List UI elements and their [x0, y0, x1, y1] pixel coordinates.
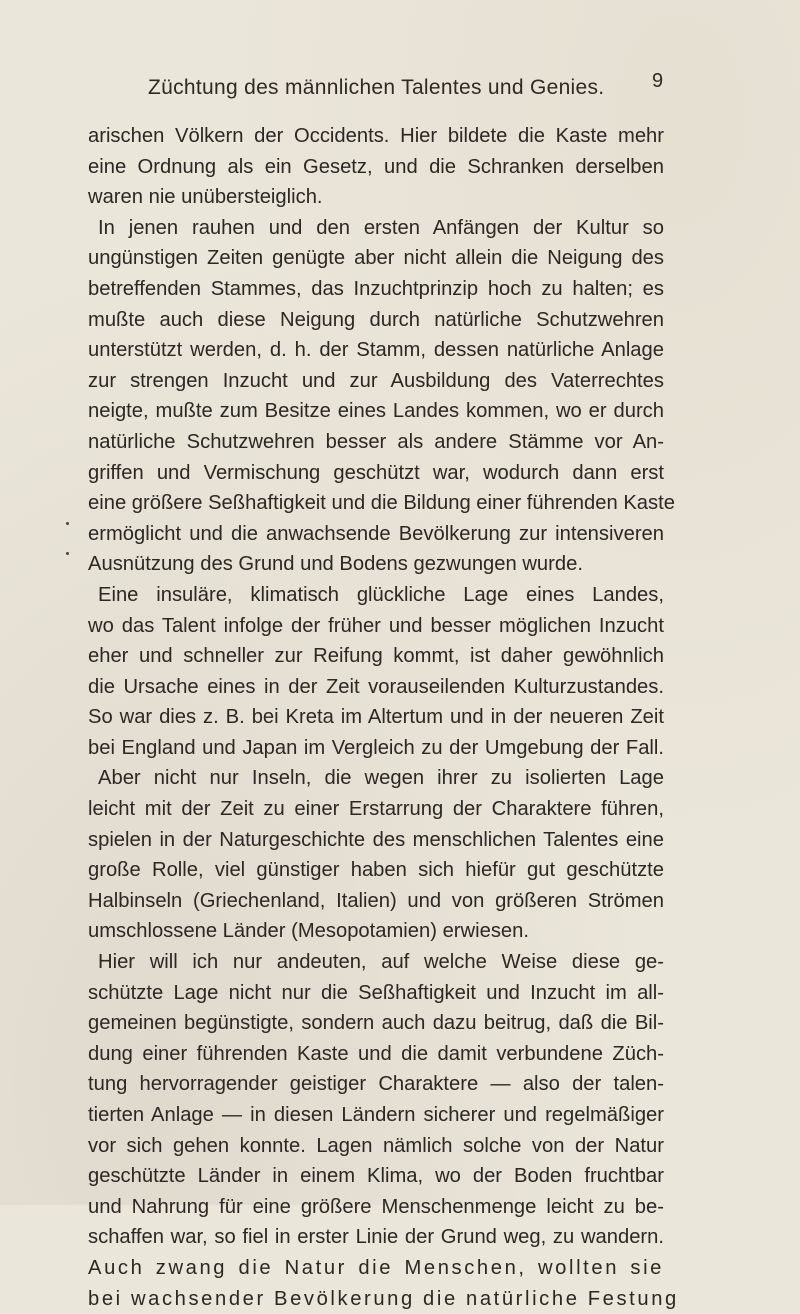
text-line: dung einer führenden Kaste und die damit verbundene Züch- — [88, 1042, 664, 1065]
paragraph-start-line: Hier will ich nur andeuten, auf welche Weise diese ge- — [98, 951, 664, 974]
paragraph-start-line: In jenen rauhen und den ersten Anfängen der Kultur so — [98, 216, 664, 239]
text-line: Ausnützung des Grund und Bodens gezwungen wurde. — [88, 553, 583, 576]
margin-mark — [66, 522, 69, 525]
text-line: ungünstigen Zeiten genügte aber nicht allein die Neigung des — [88, 247, 664, 270]
text-line: tierten Anlage — in diesen Ländern sicherer und regelmäßiger — [88, 1104, 664, 1126]
text-line: zur strengen Inzucht und zur Ausbildung des Vaterrechtes — [88, 369, 664, 392]
text-line: wo das Talent infolge der früher und besser möglichen Inzucht — [88, 614, 664, 637]
text-line: große Rolle, viel günstiger haben sich hiefür gut geschützte — [88, 859, 664, 882]
text-line: neigte, mußte zum Besitze eines Landes kommen, wo er durch — [88, 400, 664, 423]
spaced-text-line: Auch zwang die Natur die Menschen, wollten sie — [88, 1256, 664, 1279]
text-line: gemeinen begünstigte, sondern auch dazu beitrug, daß die Bil- — [88, 1012, 664, 1035]
text-line: Halbinseln (Griechenland, Italien) und von größeren Strömen — [88, 889, 664, 912]
paragraph-start-line: Eine insuläre, klimatisch glückliche Lage eines Landes, — [98, 583, 664, 606]
text-line: mußte auch diese Neigung durch natürliche Schutzwehren — [88, 308, 664, 331]
spaced-text-line: bei wachsender Bevölkerung die natürliche Festung — [88, 1287, 679, 1310]
body-text — [88, 121, 679, 1314]
margin-mark — [66, 552, 69, 555]
page-number: 9 — [652, 70, 664, 92]
text-line: betreffenden Stammes, das Inzuchtprinzip hoch zu halten; es — [88, 277, 664, 300]
text-line: leicht mit der Zeit zu einer Erstarrung der Charaktere führen, — [88, 798, 664, 821]
running-title: Züchtung des männlichen Talentes und Genies. — [148, 76, 605, 99]
text-line: arischen Völkern der Occidents. Hier bildete die Kaste mehr — [88, 125, 664, 147]
text-line: schaffen war, so fiel in erster Linie der Grund weg, zu wandern. — [88, 1226, 664, 1249]
text-line: umschlossene Länder (Mesopotamien) erwiesen. — [88, 920, 529, 943]
text-line: natürliche Schutzwehren besser als andere Stämme vor An- — [88, 430, 664, 453]
text-line: vor sich gehen konnte. Lagen nämlich solche von der Natur — [88, 1134, 664, 1157]
text-line: waren nie unübersteiglich. — [88, 186, 323, 209]
text-line: tung hervorragender geistiger Charaktere — also der talen- — [88, 1073, 664, 1096]
text-line: und Nahrung für eine größere Menschenmenge leicht zu be- — [88, 1195, 664, 1218]
text-line: eher und schneller zur Reifung kommt, ist daher gewöhnlich — [88, 645, 664, 668]
text-line: schützte Lage nicht nur die Seßhaftigkeit und Inzucht im all- — [88, 981, 664, 1004]
text-line: unterstützt werden, d. h. der Stamm, dessen natürliche Anlage — [88, 339, 664, 362]
text-line: griffen und Vermischung geschützt war, wodurch dann erst — [88, 461, 664, 484]
text-line: spielen in der Naturgeschichte des menschlichen Talentes eine — [88, 828, 664, 851]
paragraph-start-line: Aber nicht nur Inseln, die wegen ihrer zu isolierten Lage — [98, 767, 664, 790]
text-line: So war dies z. B. bei Kreta im Altertum und in der neueren Zeit — [88, 706, 664, 729]
text-line: die Ursache eines in der Zeit vorauseilenden Kulturzustandes. — [88, 675, 664, 698]
text-line: eine Ordnung als ein Gesetz, und die Schranken derselben — [88, 155, 664, 178]
text-line: bei England und Japan im Vergleich zu der Umgebung der Fall. — [88, 736, 664, 759]
text-line: geschützte Länder in einem Klima, wo der Boden fruchtbar — [88, 1165, 664, 1188]
text-line: eine größere Seßhaftigkeit und die Bildung einer führenden Kaste — [88, 492, 675, 515]
page-header — [0, 70, 800, 110]
text-line: ermöglicht und die anwachsende Bevölkerung zur intensiveren — [88, 522, 664, 545]
